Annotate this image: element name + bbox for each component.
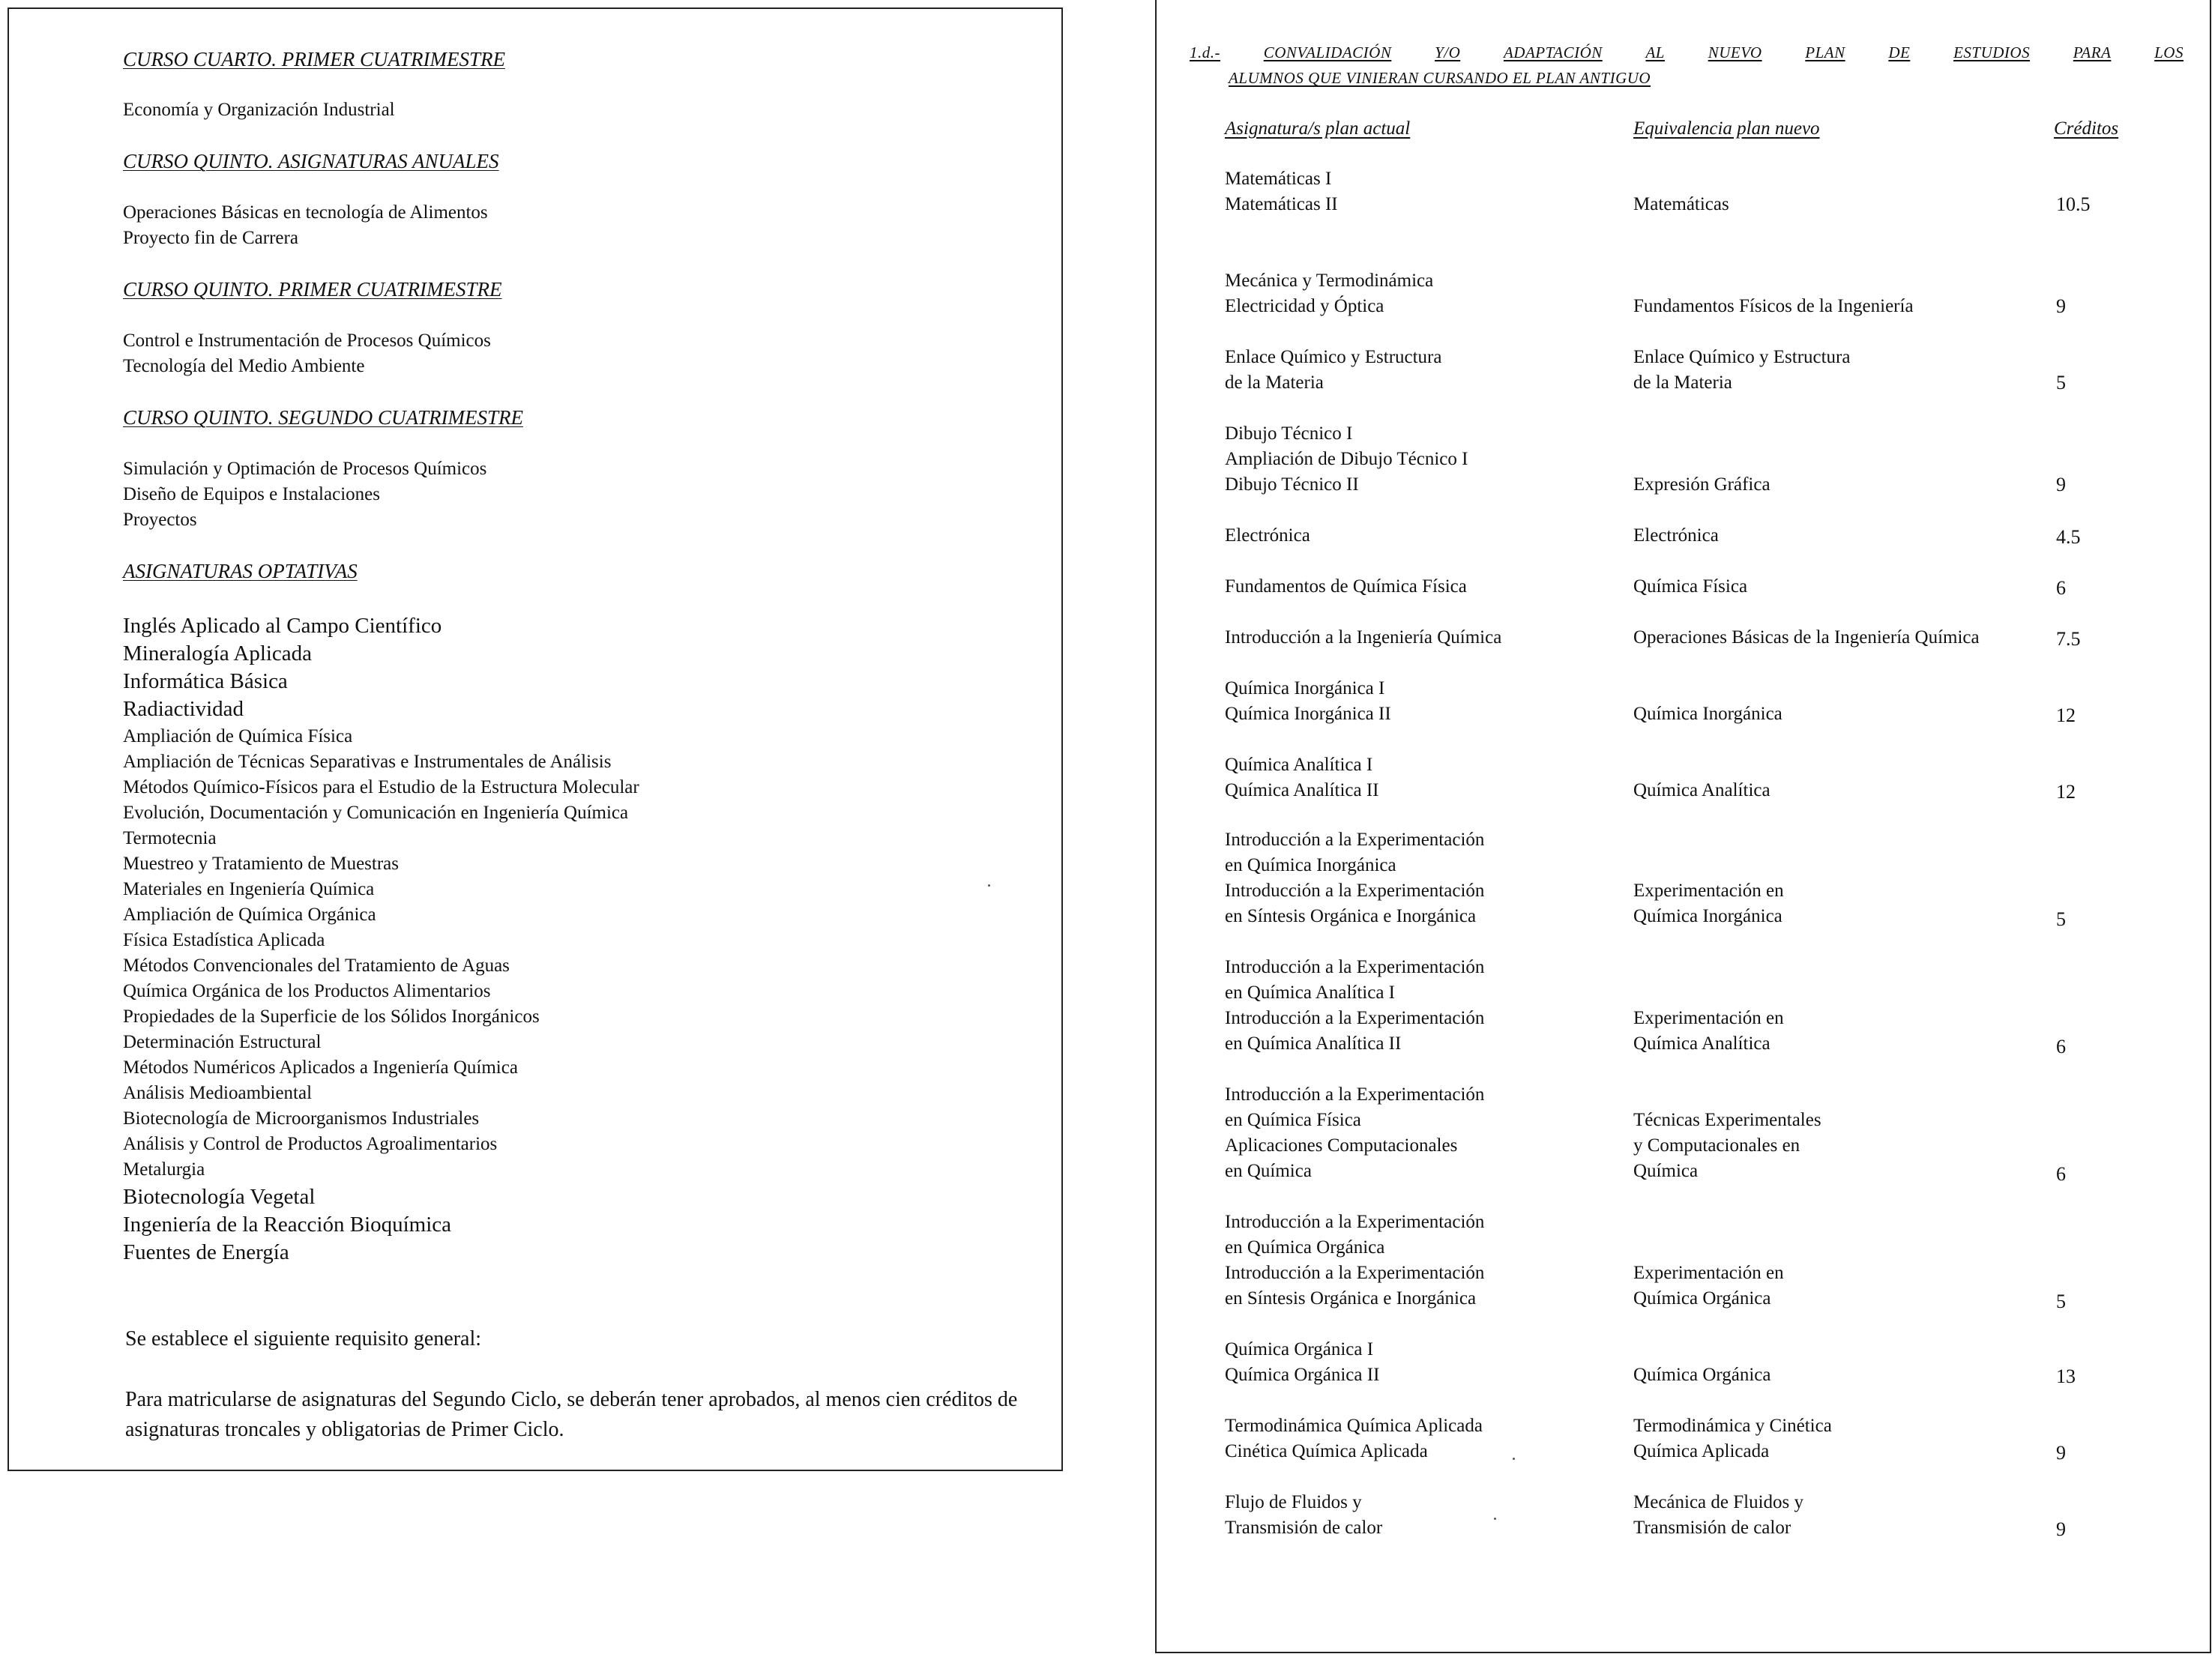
table-row-current: Química Inorgánica I Química Inorgánica II — [1225, 678, 1391, 724]
table-row-equivalent: Termodinámica y Cinética Química Aplicada — [1633, 1416, 1832, 1461]
elective-item: Métodos Convencionales del Tratamiento de Aguas — [123, 956, 510, 976]
elective-item: Materiales en Ingeniería Química — [123, 879, 375, 899]
elective-item: Mineralogía Aplicada — [123, 642, 313, 665]
table-row-equivalent: Fundamentos Físicos de la Ingeniería — [1633, 296, 1914, 316]
table-row-equivalent: Enlace Químico y Estructura de la Materia — [1633, 347, 1851, 393]
table-row-equivalent: Operaciones Básicas de la Ingeniería Química — [1633, 627, 1980, 648]
table-row-current: Electrónica — [1225, 525, 1310, 546]
convalidation-title-line1 — [1190, 43, 2184, 62]
elective-item: Propiedades de la Superficie de los Sólidos Inorgánicos — [123, 1006, 540, 1027]
table-row-equivalent: Expresión Gráfica — [1633, 474, 1770, 495]
elective-item: Informática Básica — [123, 669, 288, 693]
title-word: NUEVO — [1708, 43, 1762, 61]
table-row-credits: 9 — [2056, 474, 2066, 495]
table-row-credits: 9 — [2056, 295, 2066, 317]
table-row-current: Dibujo Técnico I Ampliación de Dibujo Técnico I Dibujo Técnico II — [1225, 423, 1468, 495]
elective-item: Ampliación de Química Física — [123, 726, 353, 746]
elective-item: Muestreo y Tratamiento de Muestras — [123, 854, 400, 874]
table-row-current: Flujo de Fluidos y Transmisión de calor — [1225, 1492, 1383, 1538]
table-row-equivalent: Química Orgánica — [1633, 1365, 1771, 1385]
subject-item: Operaciones Básicas en tecnología de Alimentos — [123, 202, 488, 223]
column-header-equivalent: Equivalencia plan nuevo — [1633, 118, 1820, 139]
table-row-equivalent: Experimentación en Química Inorgánica — [1633, 881, 1784, 926]
column-header-current: Asignatura/s plan actual — [1225, 118, 1411, 139]
table-row-credits: 10.5 — [2056, 193, 2091, 215]
table-row-current: Mecánica y Termodinámica Electricidad y Óptica — [1225, 271, 1434, 316]
table-row-current: Introducción a la Ingeniería Química — [1225, 627, 1502, 648]
table-row-current: Introducción a la Experimentación en Química Orgánica Introducción a la Experimentación en Síntesis Orgánica e Inorgánica — [1225, 1212, 1485, 1309]
elective-item: Ampliación de Química Orgánica — [123, 905, 376, 925]
section-heading: CURSO QUINTO. ASIGNATURAS ANUALES — [123, 150, 499, 172]
table-row-equivalent: Química Analítica — [1633, 780, 1770, 800]
requirement-intro: Se establece el siguiente requisito general: — [125, 1327, 482, 1350]
table-row-equivalent: Mecánica de Fluidos y Transmisión de calor — [1633, 1492, 1804, 1538]
section-heading: CURSO QUINTO. SEGUNDO CUATRIMESTRE — [123, 406, 524, 429]
elective-item: Análisis y Control de Productos Agroalimentarios — [123, 1134, 498, 1154]
elective-item: Análisis Medioambiental — [123, 1083, 313, 1103]
table-row-equivalent: Experimentación en Química Analítica — [1633, 1008, 1784, 1054]
table-row-credits: 9 — [2056, 1518, 2066, 1540]
table-row-credits: 12 — [2056, 781, 2076, 803]
elective-item: Ampliación de Técnicas Separativas e Instrumentales de Análisis — [123, 752, 612, 772]
title-word: PARA — [2073, 43, 2112, 61]
section-heading: ASIGNATURAS OPTATIVAS — [123, 560, 358, 582]
elective-item: Física Estadística Aplicada — [123, 930, 325, 950]
subject-item: Proyectos — [123, 510, 197, 530]
elective-item: Biotecnología de Microorganismos Industriales — [123, 1108, 480, 1129]
table-row-credits: 4.5 — [2056, 526, 2081, 548]
requirement-text: Para matricularse de asignaturas del Segundo Ciclo, se deberán tener aprobados, al menos cien créditos de asignaturas troncales y obligatorias de Primer Ciclo. — [125, 1388, 1018, 1441]
scan-speck — [988, 884, 990, 887]
left-page — [7, 7, 1063, 1471]
table-row-equivalent: Electrónica — [1633, 525, 1719, 546]
title-word: ADAPTACIÓN — [1503, 43, 1603, 61]
table-row-equivalent: Técnicas Experimentales y Computacionales en Química — [1633, 1110, 1821, 1181]
elective-item: Biotecnología Vegetal — [123, 1185, 316, 1209]
table-row-current: Química Orgánica I Química Orgánica II — [1225, 1339, 1380, 1385]
elective-item: Ingeniería de la Reacción Bioquímica — [123, 1213, 452, 1237]
table-row-equivalent: Química Física — [1633, 576, 1748, 597]
column-header-credits: Créditos — [2054, 118, 2119, 139]
elective-item: Determinación Estructural — [123, 1032, 322, 1052]
table-row-credits: 5 — [2056, 1291, 2066, 1312]
elective-item: Metalurgia — [123, 1159, 205, 1180]
table-row-current: Introducción a la Experimentación en Química Analítica I Introducción a la Experimentación en Química Analítica II — [1225, 957, 1485, 1054]
table-row-equivalent: Experimentación en Química Orgánica — [1633, 1263, 1784, 1309]
table-row-current: Termodinámica Química Aplicada Cinética Química Aplicada — [1225, 1416, 1483, 1461]
table-row-credits: 12 — [2056, 704, 2076, 726]
table-row-credits: 9 — [2056, 1442, 2066, 1464]
elective-item: Fuentes de Energía — [123, 1240, 289, 1264]
title-word: AL — [1645, 43, 1665, 61]
table-row-current: Introducción a la Experimentación en Química Inorgánica Introducción a la Experimentación en Síntesis Orgánica e Inorgánica — [1225, 830, 1485, 926]
table-row-credits: 6 — [2056, 1036, 2066, 1057]
elective-item: Química Orgánica de los Productos Alimentarios — [123, 981, 491, 1001]
subject-item: Control e Instrumentación de Procesos Químicos — [123, 331, 491, 351]
title-word: Y/O — [1435, 43, 1461, 61]
table-row-credits: 13 — [2056, 1365, 2076, 1387]
section-heading: CURSO QUINTO. PRIMER CUATRIMESTRE — [123, 278, 502, 301]
section-number: 1.d.- — [1190, 43, 1220, 61]
table-row-credits: 6 — [2056, 577, 2066, 599]
table-row-current: Enlace Químico y Estructura de la Materia — [1225, 347, 1442, 393]
scan-speck — [1494, 1518, 1496, 1520]
table-row-equivalent: Matemáticas — [1633, 194, 1729, 214]
table-row-credits: 5 — [2056, 908, 2066, 930]
elective-item: Termotecnia — [123, 828, 217, 848]
elective-item: Métodos Químico-Físicos para el Estudio de la Estructura Molecular — [123, 777, 639, 797]
subject-item: Economía y Organización Industrial — [123, 100, 395, 120]
table-row-current: Fundamentos de Química Física — [1225, 576, 1467, 597]
table-row-credits: 6 — [2056, 1163, 2066, 1185]
table-row-current: Introducción a la Experimentación en Química Física Aplicaciones Computacionales en Química — [1225, 1084, 1485, 1181]
table-row-current: Matemáticas I Matemáticas II — [1225, 169, 1338, 214]
title-word: DE — [1888, 43, 1911, 61]
section-heading: CURSO CUARTO. PRIMER CUATRIMESTRE — [123, 48, 505, 70]
convalidation-title-line2: ALUMNOS QUE VINIERAN CURSANDO EL PLAN ANTIGUO — [1229, 69, 1651, 87]
title-word: CONVALIDACIÓN — [1263, 43, 1392, 61]
scan-speck — [1513, 1458, 1515, 1460]
elective-item: Evolución, Documentación y Comunicación en Ingeniería Química — [123, 803, 629, 823]
table-row-credits: 7.5 — [2056, 628, 2081, 650]
table-row-credits: 5 — [2056, 372, 2066, 393]
elective-item: Radiactividad — [123, 697, 244, 721]
subject-item: Tecnología del Medio Ambiente — [123, 356, 365, 376]
title-word: PLAN — [1805, 43, 1845, 61]
table-row-equivalent: Química Inorgánica — [1633, 704, 1782, 724]
title-word: ESTUDIOS — [1953, 43, 2031, 61]
table-row-current: Química Analítica I Química Analítica II — [1225, 755, 1379, 800]
elective-item: Inglés Aplicado al Campo Científico — [123, 614, 442, 638]
right-page — [1155, 0, 2211, 1653]
subject-item: Diseño de Equipos e Instalaciones — [123, 484, 380, 504]
title-word: LOS — [2154, 43, 2184, 61]
subject-item: Proyecto fin de Carrera — [123, 228, 298, 248]
elective-item: Métodos Numéricos Aplicados a Ingeniería Química — [123, 1057, 518, 1078]
subject-item: Simulación y Optimación de Procesos Químicos — [123, 459, 487, 479]
